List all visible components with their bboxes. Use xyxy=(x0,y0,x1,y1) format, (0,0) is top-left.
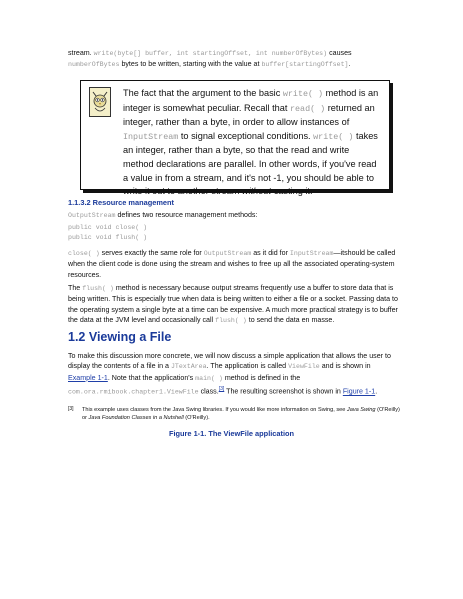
text-run: The fact that the argument to the basic xyxy=(123,88,281,98)
code-inline: write( ) xyxy=(282,89,324,99)
code-inline: buffer[startingOffset] xyxy=(261,61,349,69)
text-run: to signal exceptional conditions. xyxy=(180,130,311,141)
text-run: The xyxy=(68,284,81,292)
intro-paragraph xyxy=(68,48,398,71)
text-run: casting it. xyxy=(273,186,313,197)
code-inline: JTextArea xyxy=(170,363,207,371)
example-1-1-link[interactable]: Example 1-1 xyxy=(68,373,108,382)
code-inline: flush( ) xyxy=(215,317,247,325)
footnote-text xyxy=(82,406,402,422)
text-run: . The application is called xyxy=(206,362,287,371)
emphasis-text: without xyxy=(242,186,272,197)
note-owl-icon xyxy=(89,87,111,117)
close-paragraph xyxy=(68,248,398,280)
section-heading: 1.2 Viewing a File xyxy=(68,330,172,344)
text-run: serves exactly the same role for xyxy=(101,249,202,257)
text-run: and is shown in xyxy=(321,362,371,371)
text-run: returned an integer, rather than a byte, in order to allow instances of xyxy=(123,102,375,128)
text-run: To make this discussion more concrete, we will now discuss a simple application that allows the user to display the contents of a file in a xyxy=(68,352,391,371)
code-inline: flush( ) xyxy=(82,285,114,292)
text-run: to send the data en masse. xyxy=(248,316,335,325)
note-text xyxy=(123,87,381,199)
text-run: causes xyxy=(329,49,352,57)
code-block xyxy=(68,223,147,243)
code-inline: InputStream xyxy=(289,250,334,257)
text-run: . xyxy=(348,60,351,69)
code-line: public void close( ) xyxy=(68,224,148,231)
flush-paragraph xyxy=(68,283,398,327)
emphasis-text: Java Swing xyxy=(346,407,376,413)
code-inline: read( ) xyxy=(290,103,326,114)
text-run: The resulting screenshot is shown in xyxy=(226,387,341,396)
text-run: This example uses classes from the Java Swing libraries. If you would like more information on Swing, see xyxy=(82,407,346,413)
text-run: class. xyxy=(200,387,219,396)
code-inline: com.ora.rmibook.chapter1.ViewFile xyxy=(68,388,199,396)
code-inline: numberOfBytes xyxy=(68,61,120,69)
text-run: method is necessary because output streams frequently use a buffer to store data that is being written. This is especially true when data is being written to either a file or a socket. Passing data to the operating system a single byte at a time can be expensive. A much more practical strategy is to buffer the data at the JVM level and occasionally call xyxy=(68,284,398,325)
code-inline: write( ) xyxy=(313,131,354,142)
text-run: (O'Reilly). xyxy=(185,415,210,422)
viewfile-paragraph xyxy=(68,351,398,398)
figure-1-1-link[interactable]: Figure 1-1 xyxy=(342,387,376,396)
figure-caption: Figure 1-1. The ViewFile application xyxy=(168,429,295,438)
code-inline: close( ) xyxy=(68,250,100,257)
text-run: stream. xyxy=(68,49,92,57)
code-line: public void flush( ) xyxy=(68,234,148,241)
text-run: . xyxy=(375,387,378,396)
note-callout xyxy=(80,80,390,197)
code-inline: OutputStream xyxy=(203,250,252,257)
emphasis-text: Java Foundation Classes in a Nutshell xyxy=(88,415,184,422)
footnote-ref-link[interactable]: [3] xyxy=(218,386,225,393)
resource-intro xyxy=(68,210,398,221)
text-run: method is defined in the xyxy=(224,373,301,382)
text-run: method is an integer is somewhat peculiar. Recall that xyxy=(123,88,379,113)
text-run: —itshould be called when the client code is done using the stream and wishes to free up all the associated operating-system resources. xyxy=(68,249,396,279)
code-inline: write(byte[] buffer, int startingOffset, int numberOfBytes) xyxy=(93,50,328,57)
text-run: takes an integer, rather than a byte, so that the read and write method declarations are parallel. In other words, if you've read a value in from a stream, and it's not -1, you should be able to write it out to another stream xyxy=(123,130,378,197)
text-run: (O'Reilly) or xyxy=(82,407,400,422)
text-run: bytes to be written, starting with the value at xyxy=(121,60,260,69)
text-run: . Note that the application's xyxy=(107,373,194,382)
code-inline: ViewFile xyxy=(288,363,320,371)
code-inline: main( ) xyxy=(195,374,223,382)
text-run: defines two resource management methods: xyxy=(117,211,258,219)
code-inline: InputStream xyxy=(123,131,179,142)
text-run: as it did for xyxy=(253,249,288,257)
code-inline: OutputStream xyxy=(68,212,116,219)
footnote-mark: [3] xyxy=(68,406,74,412)
subsection-heading: 1.1.3.2 Resource management xyxy=(68,198,174,207)
